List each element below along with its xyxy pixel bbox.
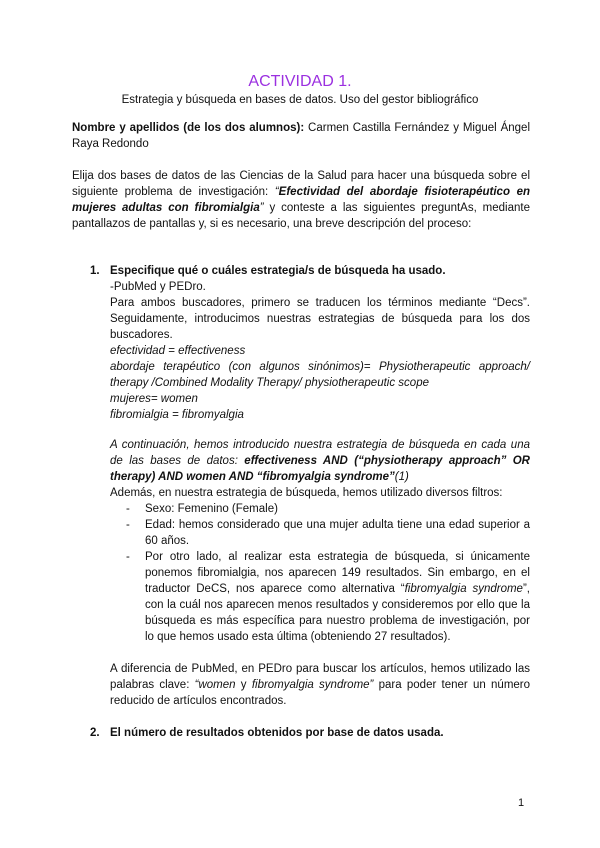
term-translation	[110, 391, 530, 407]
alternative-term: fibromyalgia syndrome	[404, 583, 523, 595]
term-translation	[110, 407, 530, 423]
filter-age: Edad: hemos considerado que una mujer adulta tiene una edad superior a 60 años.	[145, 519, 530, 547]
strategy-reference: (1)	[394, 471, 409, 483]
filters-intro: Además, en nuestra estrategia de búsqueda, hemos utilizado diversos filtros:	[110, 487, 503, 499]
pedro-text-1: A diferencia de PubMed, en PEDro para buscar los artículos, hemos utilizado las palabras clave:	[110, 663, 530, 691]
decs-paragraph: Para ambos buscadores, primero se traducen los términos mediante “Decs”. Seguidamente, introducimos nuestras estrategias de búsqueda para los dos buscadores.	[110, 297, 530, 341]
bullet-dash: -	[126, 503, 130, 515]
search-strategy: effectiveness AND (“physiotherapy approach” OR therapy) AND women AND “fibromyalgia syndrome”	[110, 455, 530, 483]
student-names	[72, 120, 530, 152]
pedro-conjunction: y	[235, 679, 252, 691]
term-translation	[110, 343, 530, 359]
intro-text-2: y conteste a las siguientes preguntAs, mediante pantallazos de pantallas y, si es necesario, una breve descripción del proceso:	[72, 202, 530, 230]
question-2-title: El número de resultados obtenidos por base de datos usada.	[110, 727, 444, 739]
databases-line: -PubMed y PEDro.	[110, 281, 206, 293]
question-2-number: 2.	[90, 727, 100, 739]
keyword-fibromyalgia: fibromyalgia syndrome”	[251, 679, 374, 691]
page-number: 1	[518, 797, 525, 809]
bullet-dash: -	[126, 551, 130, 563]
names-label: Nombre y apellidos (de los dos alumnos):	[72, 122, 305, 134]
intro-paragraph	[72, 168, 530, 232]
question-1-title: Especifique qué o cuáles estrategia/s de búsqueda ha usado.	[110, 265, 446, 277]
results-note-text-2: ”, con la cuál nos aparecen menos resultados y consideremos por ello que la búsqueda es más específica para nuestro problema de investigación, por lo que hemos usado esta última (obteniendo 27 resultados).	[145, 583, 530, 643]
page-title: ACTIVIDAD 1.	[248, 73, 352, 90]
term-line: mujeres= women	[110, 393, 198, 405]
names-value: Carmen Castilla Fernández y Miguel Ángel Raya Redondo	[72, 122, 531, 150]
question-1-number: 1.	[90, 265, 100, 277]
search-strategy-paragraph	[110, 437, 530, 485]
term-line: efectividad = effectiveness	[110, 345, 246, 357]
topic-quote-open: “	[274, 186, 279, 198]
bullet-dash: -	[126, 519, 130, 531]
page-subtitle: Estrategia y búsqueda en bases de datos. Uso del gestor bibliográfico	[121, 94, 479, 106]
term-line: fibromialgia = fibromyalgia	[110, 409, 244, 421]
results-note-text-1: Por otro lado, al realizar esta estrategia de búsqueda, si únicamente ponemos fibromialgia, nos aparecen 149 resultados. Sin embargo, en el traductor DeCS, nos aparece como alternativa “	[145, 551, 530, 595]
research-topic: Efectividad del abordaje fisioterapéutico en mujeres adultas con fibromialgia	[72, 186, 530, 214]
term-line: abordaje terapéutico (con algunos sinónimos)= Physiotherapeutic approach/ therapy /Combined Modality Therapy/ physiotherapeutic scope	[110, 361, 530, 389]
pedro-text-2: para poder tener un número reducido de artículos encontrados.	[110, 679, 531, 707]
filter-sex: Sexo: Femenino (Female)	[145, 503, 278, 515]
pedro-paragraph	[110, 661, 530, 709]
term-translation	[110, 359, 530, 391]
topic-quote-close: ”	[259, 202, 264, 214]
keyword-women: “women	[194, 679, 236, 691]
strategy-intro: A continuación, hemos introducido nuestra estrategia de búsqueda en cada una de las bases de datos:	[110, 439, 530, 467]
intro-text-1: Elija dos bases de datos de las Ciencias de la Salud para hacer una búsqueda sobre el siguiente problema de investigación:	[72, 170, 530, 198]
filter-results-note	[145, 549, 530, 645]
